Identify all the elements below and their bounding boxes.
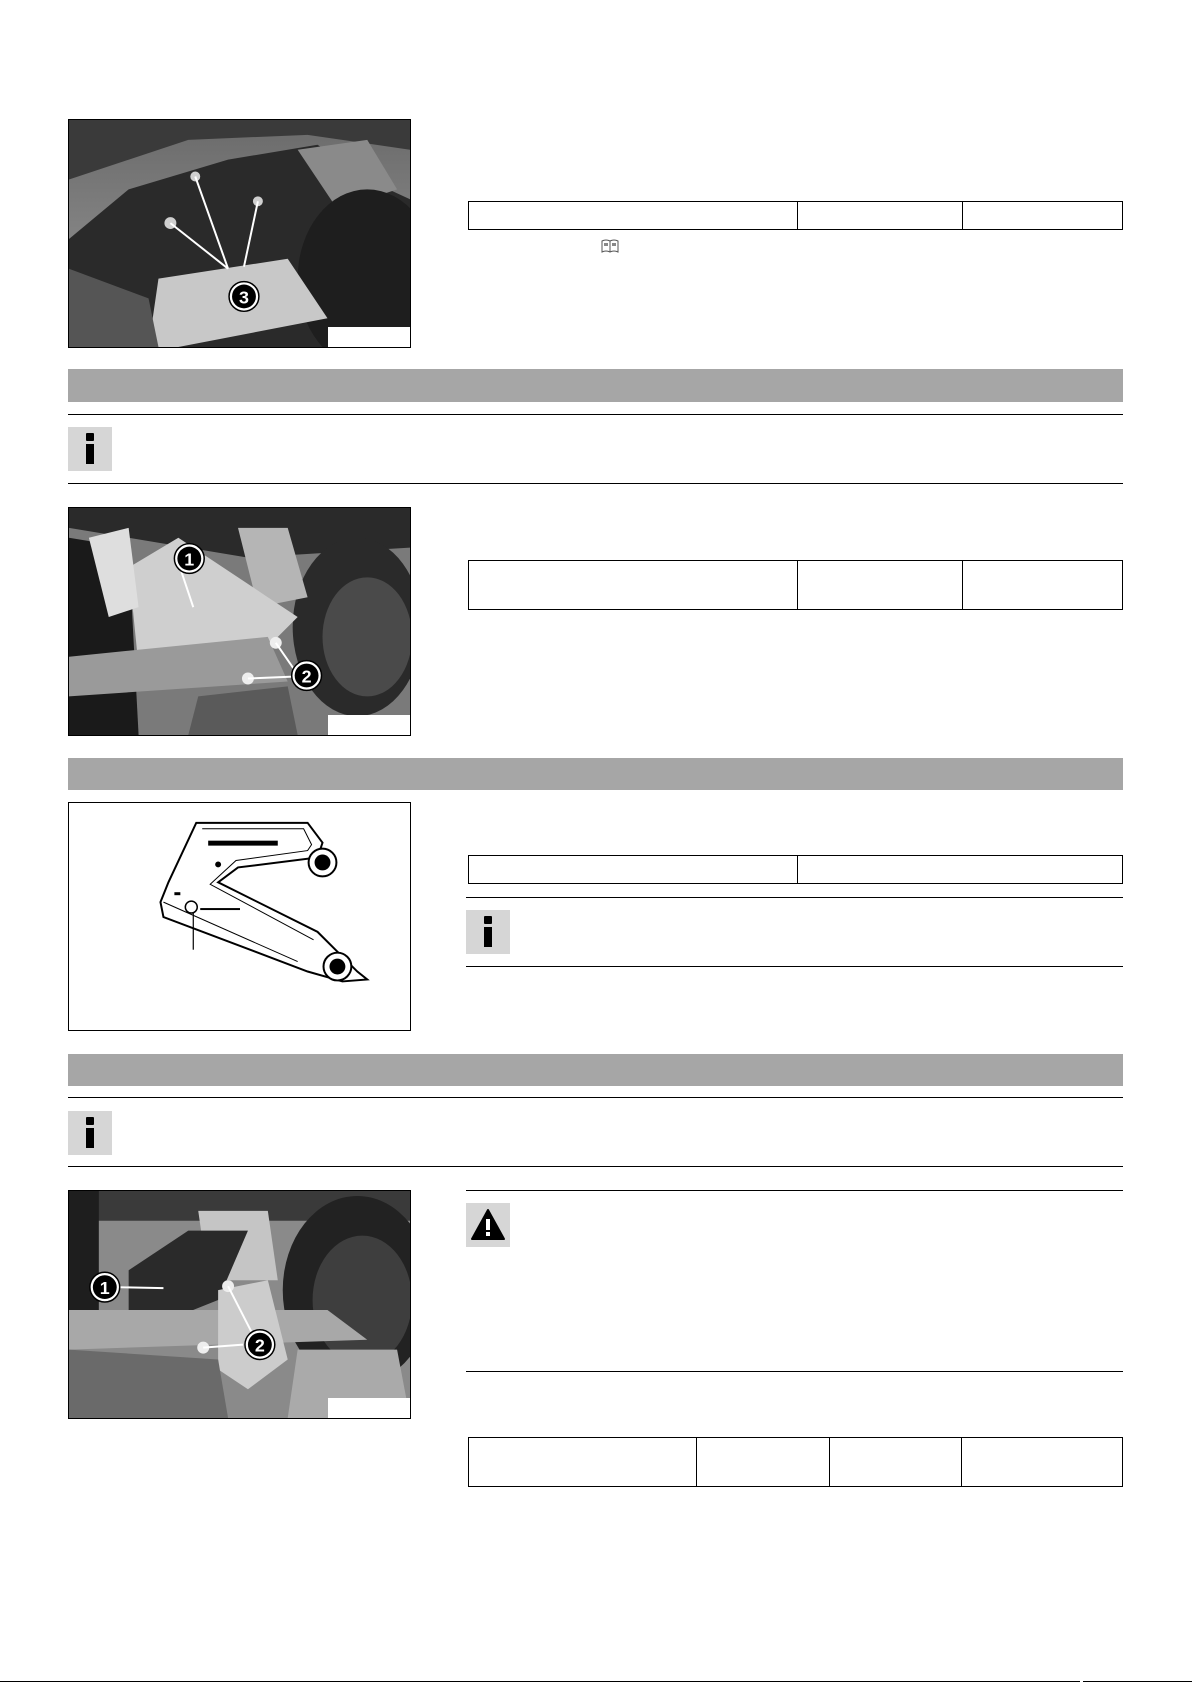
footer-rule bbox=[0, 1681, 1080, 1682]
spec-table-2 bbox=[468, 560, 1123, 610]
divider bbox=[466, 897, 1123, 898]
figure-label bbox=[328, 715, 410, 735]
divider bbox=[68, 1166, 1123, 1167]
info-icon bbox=[466, 910, 510, 954]
figure-label bbox=[328, 1398, 410, 1418]
warning-icon bbox=[466, 1203, 510, 1247]
spec-table-4 bbox=[468, 1437, 1123, 1487]
divider bbox=[68, 483, 1123, 484]
figure-label bbox=[328, 327, 410, 347]
callout-1: 1 bbox=[99, 1278, 110, 1299]
section-heading-band bbox=[68, 369, 1123, 402]
callout-3: 3 bbox=[238, 287, 249, 308]
manual-reference-icon bbox=[601, 239, 619, 253]
seat-bracket-photo bbox=[68, 119, 411, 348]
footrest-bracket-drawing bbox=[68, 802, 411, 1031]
info-icon bbox=[68, 1111, 112, 1155]
info-icon bbox=[68, 427, 112, 471]
footrest-bracket-installed-photo bbox=[68, 1190, 411, 1419]
callout-1: 1 bbox=[184, 549, 195, 570]
footer-rule bbox=[1083, 1681, 1192, 1682]
spec-table-3 bbox=[468, 855, 1123, 884]
divider bbox=[466, 1371, 1123, 1372]
divider bbox=[68, 1097, 1123, 1098]
divider bbox=[466, 1190, 1123, 1191]
footrest-bracket-photo bbox=[68, 507, 411, 736]
divider bbox=[466, 966, 1123, 967]
spec-table-1 bbox=[468, 201, 1123, 230]
divider bbox=[68, 414, 1123, 415]
section-heading-band bbox=[68, 758, 1123, 790]
callout-2: 2 bbox=[254, 1335, 265, 1356]
callout-2: 2 bbox=[301, 666, 312, 687]
section-heading-band bbox=[68, 1054, 1123, 1086]
